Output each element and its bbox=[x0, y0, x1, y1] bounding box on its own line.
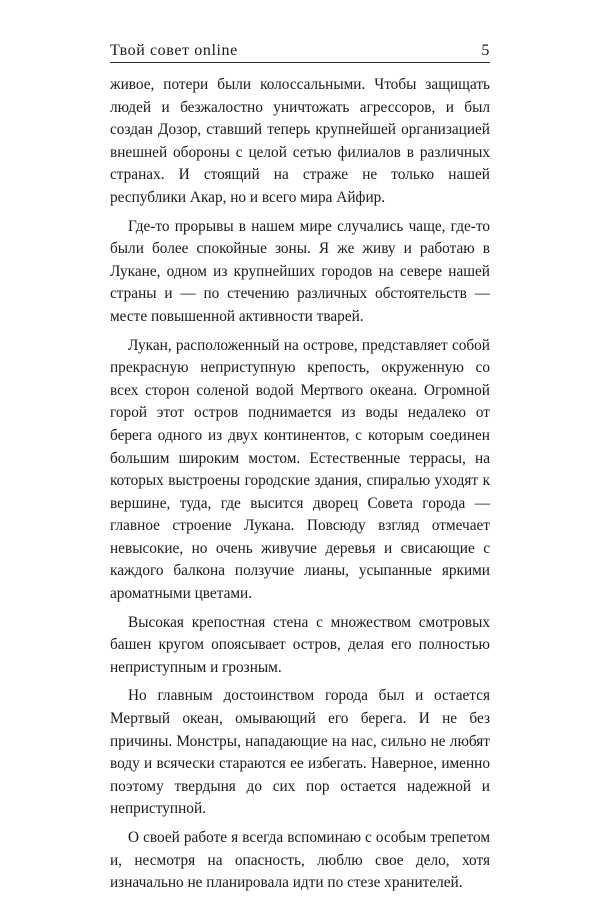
body-text bbox=[110, 74, 490, 901]
running-title: Твой совет online bbox=[110, 42, 238, 59]
paragraph-6: О своей работе я всегда вспоминаю с особым трепетом и, несмотря на опасность, люблю свое дело, хотя изначально не планировала идти по стезе хранителей. bbox=[110, 829, 490, 892]
paragraph-4: Высокая крепостная стена с множеством смотровых башен кругом опоясывает остров, делая его полностью неприступным и грозным. bbox=[110, 613, 490, 676]
paragraph-5: Но главным достоинством города был и остается Мертвый океан, омывающий его берега. И не без причины. Монстры, нападающие на нас, сильно не любят воду и всячески стараются ее избегать. Наверное, именно поэтому твердыня до сих пор остается надежной и неприступной. bbox=[110, 687, 490, 818]
paragraph-2: Где-то прорывы в нашем мире случались чаще, где-то были более спокойные зоны. Я же живу и работаю в Лукане, одном из крупнейших городов на севере нашей страны и — по стечению различных обстоятельств — месте повышенной активности тварей. bbox=[110, 217, 490, 325]
page-number: 5 bbox=[481, 42, 490, 59]
paragraph-3: Лукан, расположенный на острове, представляет собой прекрасную неприступную крепость, окруженную со всех сторон соленой водой Мертвого океана. Огромной горой этот остров поднимается из воды недалеко от берега одного из двух континентов, с которым соединен большим широким мостом. Естественные террасы, на которых выстроены городские здания, спиралью уходят к вершине, туда, где высится дворец Совета города — главное строение Лукана. Повсюду взгляд отмечает невысокие, но очень живучие деревья и свисающие с каждого балкона ползучие лианы, усыпанные яркими ароматными цветами. bbox=[110, 336, 490, 603]
paragraph-1: живое, потери были колоссальными. Чтобы защищать людей и безжалостно уничтожать агрессоров, и был создан Дозор, ставший теперь крупнейшей организацией внешней обороны с целой сетью филиалов в различных странах. И стоящий на страже не только нашей республики Акар, но и всего мира Айфир. bbox=[110, 76, 490, 206]
running-header bbox=[110, 38, 490, 63]
